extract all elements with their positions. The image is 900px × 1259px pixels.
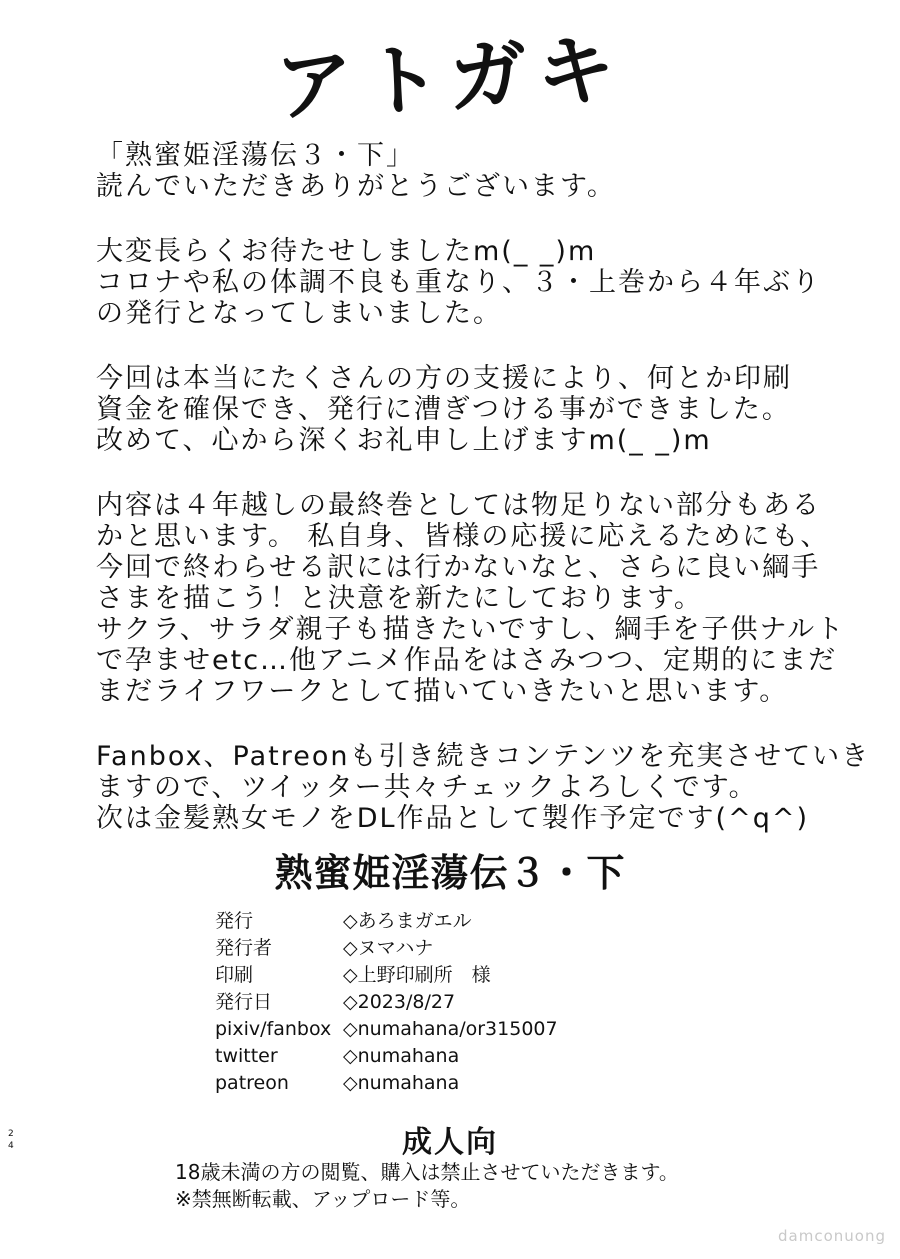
colophon-value: ◇numahana [343, 1072, 460, 1094]
afterword-line: 大変長らくお待たせしましたm(_ _)m [96, 236, 597, 267]
afterword-line: の発行となってしまいました。 [96, 298, 502, 329]
colophon [215, 908, 558, 1097]
afterword-paragraph [96, 363, 886, 456]
afterword-line: コロナや私の体調不良も重なり、３・上巻から４年ぶり [96, 267, 821, 298]
colophon-value: ◇2023/8/27 [343, 991, 456, 1013]
afterword-body [96, 140, 886, 834]
afterword-line: ますので、ツイッター共々チェックよろしくです。 [96, 772, 758, 803]
colophon-value: ◇ヌマハナ [343, 937, 434, 959]
afterword-line: かと思います。 私自身、皆様の応援に応えるためにも、 [96, 521, 830, 552]
age-notice [175, 1159, 679, 1213]
colophon-row [215, 1043, 558, 1070]
colophon-value: ◇あろまガエル [343, 910, 472, 932]
adult-content-label: 成人向 [402, 1125, 498, 1160]
page-number: 24 [8, 1129, 14, 1151]
colophon-row [215, 962, 558, 989]
colophon-row [215, 1016, 558, 1043]
colophon-key: 発行者 [215, 937, 273, 959]
afterword-line: 「熟蜜姫淫蕩伝３・下」 [96, 140, 415, 171]
afterword-line: サクラ、サラダ親子も描きたいですし、綱手を子供ナルト [96, 614, 846, 645]
afterword-paragraph [96, 236, 886, 329]
afterword-line: まだライフワークとして描いていきたいと思います。 [96, 676, 789, 707]
book-title: 熟蜜姫淫蕩伝３・下 [274, 851, 626, 895]
afterword-line: 内容は４年越しの最終巻としては物足りない部分もある [96, 490, 821, 521]
afterword-paragraph [96, 741, 886, 834]
afterword-paragraph [96, 490, 886, 707]
afterword-line: 次は金髪熟女モノをDL作品として製作予定です(^q^) [96, 803, 810, 834]
colophon-key: 印刷 [215, 964, 254, 986]
colophon-row [215, 1070, 558, 1097]
colophon-row [215, 935, 558, 962]
afterword-line: で孕ませetc…他アニメ作品をはさみつつ、定期的にまだ [96, 645, 838, 676]
afterword-line: Fanbox、Patreonも引き続きコンテンツを充実させていき [96, 741, 871, 772]
colophon-row [215, 908, 558, 935]
colophon-row [215, 989, 558, 1016]
afterword-title: アトガキ [273, 24, 627, 134]
afterword-line: 読んでいただきありがとうございます。 [96, 171, 616, 202]
colophon-key: pixiv/fanbox [215, 1018, 332, 1040]
afterword-line: 改めて、心から深くお礼申し上げますm(_ _)m [96, 425, 712, 456]
colophon-value: ◇numahana/or315007 [343, 1018, 558, 1040]
colophon-value: ◇numahana [343, 1045, 460, 1067]
colophon-key: twitter [215, 1045, 278, 1067]
colophon-key: 発行 [215, 910, 254, 932]
afterword-line: 今回は本当にたくさんの方の支援により、何とか印刷 [96, 363, 792, 394]
notice-line: ※禁無断転載、アップロード等。 [175, 1187, 471, 1211]
afterword-line: 資金を確保でき、発行に漕ぎつける事ができました。 [96, 394, 791, 425]
afterword-line: 今回で終わらせる訳には行かないなと、さらに良い綱手 [96, 552, 821, 583]
colophon-key: patreon [215, 1072, 289, 1094]
watermark: damconuong [778, 1227, 886, 1245]
colophon-value: ◇上野印刷所 様 [343, 964, 491, 986]
notice-line: 18歳未満の方の閲覧、購入は禁止させていただきます。 [175, 1160, 679, 1184]
afterword-line: さまを描こう！と決意を新たにしております。 [96, 583, 703, 614]
colophon-key: 発行日 [215, 991, 273, 1013]
afterword-paragraph [96, 140, 886, 202]
